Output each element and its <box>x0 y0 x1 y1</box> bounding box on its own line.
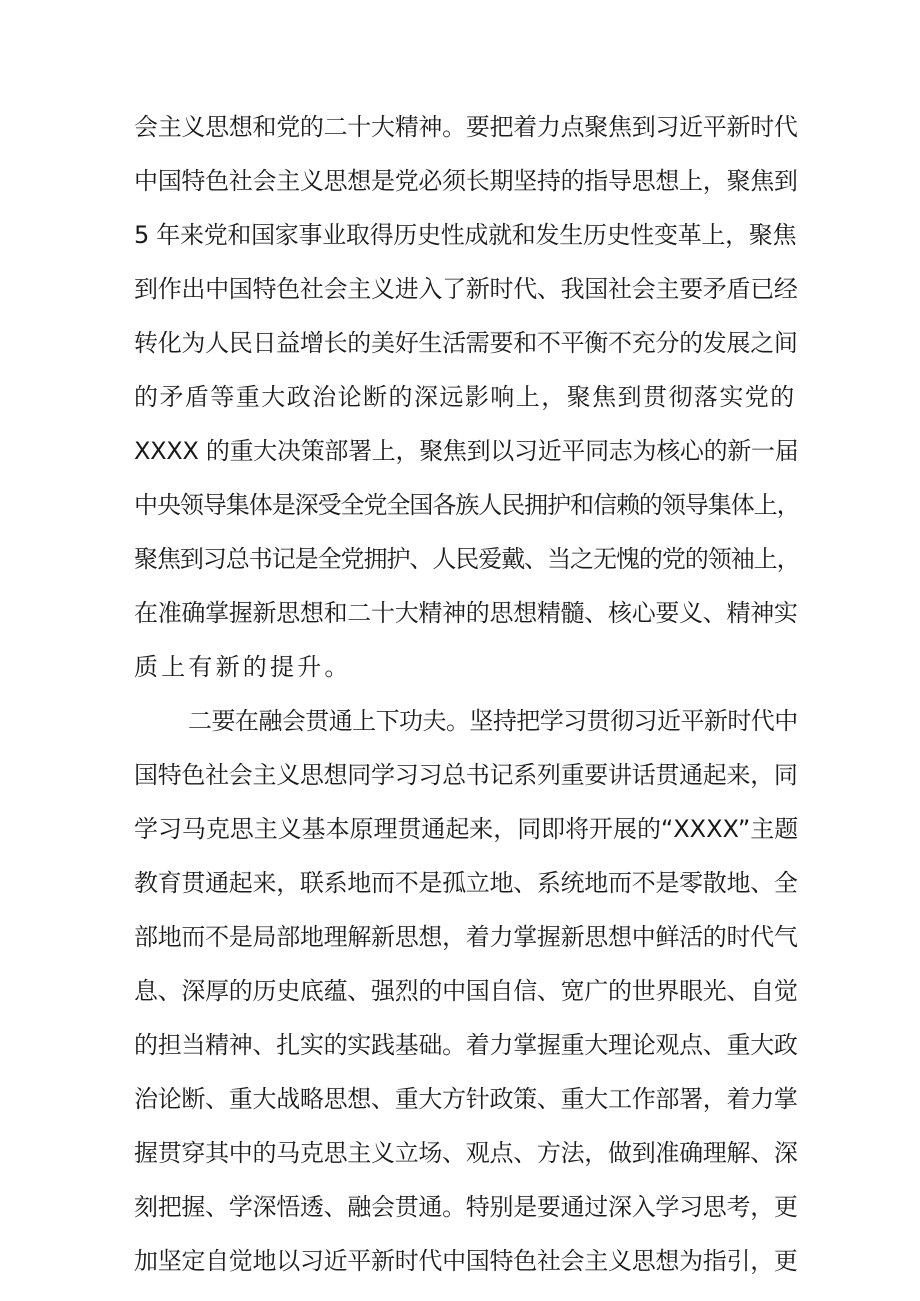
paragraph-1-line: 到作出中国特色社会主义进入了新时代、我国社会主要矛盾已经 <box>134 275 798 303</box>
paragraph-2-line: 学习马克思主义基本原理贯通起来，同即将开展的“XXXX”主题 <box>134 815 799 843</box>
paragraph-1-line: XXXX 的重大决策部署上，聚焦到以习近平同志为核心的新一届 <box>134 437 799 465</box>
paragraph-1-line: 中国特色社会主义思想是党必须长期坚持的指导思想上，聚焦到 <box>134 167 798 195</box>
paragraph-2-line: 刻把握、学深悟透、融会贯通。特别是要通过深入学习思考，更 <box>134 1193 798 1221</box>
paragraph-1-line: 5 年来党和国家事业取得历史性成就和发生历史性变革上，聚焦 <box>134 221 797 249</box>
paragraph-2-line: 的担当精神、扎实的实践基础。着力掌握重大理论观点、重大政 <box>134 1031 798 1059</box>
paragraph-1-line: 在准确掌握新思想和二十大精神的思想精髓、核心要义、精神实 <box>134 599 798 627</box>
paragraph-2-line: 国特色社会主义思想同学习习总书记系列重要讲话贯通起来，同 <box>134 761 798 789</box>
paragraph-2-line: 息、深厚的历史底蕴、强烈的中国自信、宽广的世界眼光、自觉 <box>134 977 798 1005</box>
paragraph-1-line: 聚焦到习总书记是全党拥护、人民爱戴、当之无愧的党的领袖上， <box>134 545 800 573</box>
paragraph-2-line: 加坚定自觉地以习近平新时代中国特色社会主义思想为指引，更 <box>134 1247 798 1275</box>
paragraph-1-line: 中央领导集体是深受全党全国各族人民拥护和信赖的领导集体上， <box>134 491 800 519</box>
paragraph-1-line: 质上有新的提升。 <box>134 653 352 681</box>
paragraph-2-line: 治论断、重大战略思想、重大方针政策、重大工作部署，着力掌 <box>134 1085 798 1113</box>
paragraph-1-line: 的矛盾等重大政治论断的深远影响上，聚焦到贯彻落实党的 <box>134 383 796 411</box>
paragraph-2-line: 握贯穿其中的马克思主义立场、观点、方法，做到准确理解、深 <box>134 1139 798 1167</box>
paragraph-1-line: 转化为人民日益增长的美好生活需要和不平衡不充分的发展之间 <box>134 329 798 357</box>
paragraph-2-line: 教育贯通起来，联系地而不是孤立地、系统地而不是零散地、全 <box>134 869 798 897</box>
paragraph-2-line: 部地而不是局部地理解新思想，着力掌握新思想中鲜活的时代气 <box>134 923 798 951</box>
paragraph-2-line: 二要在融会贯通上下功夫。坚持把学习贯彻习近平新时代中 <box>188 707 798 735</box>
paragraph-1-line: 会主义思想和党的二十大精神。要把着力点聚焦到习近平新时代 <box>134 113 798 141</box>
